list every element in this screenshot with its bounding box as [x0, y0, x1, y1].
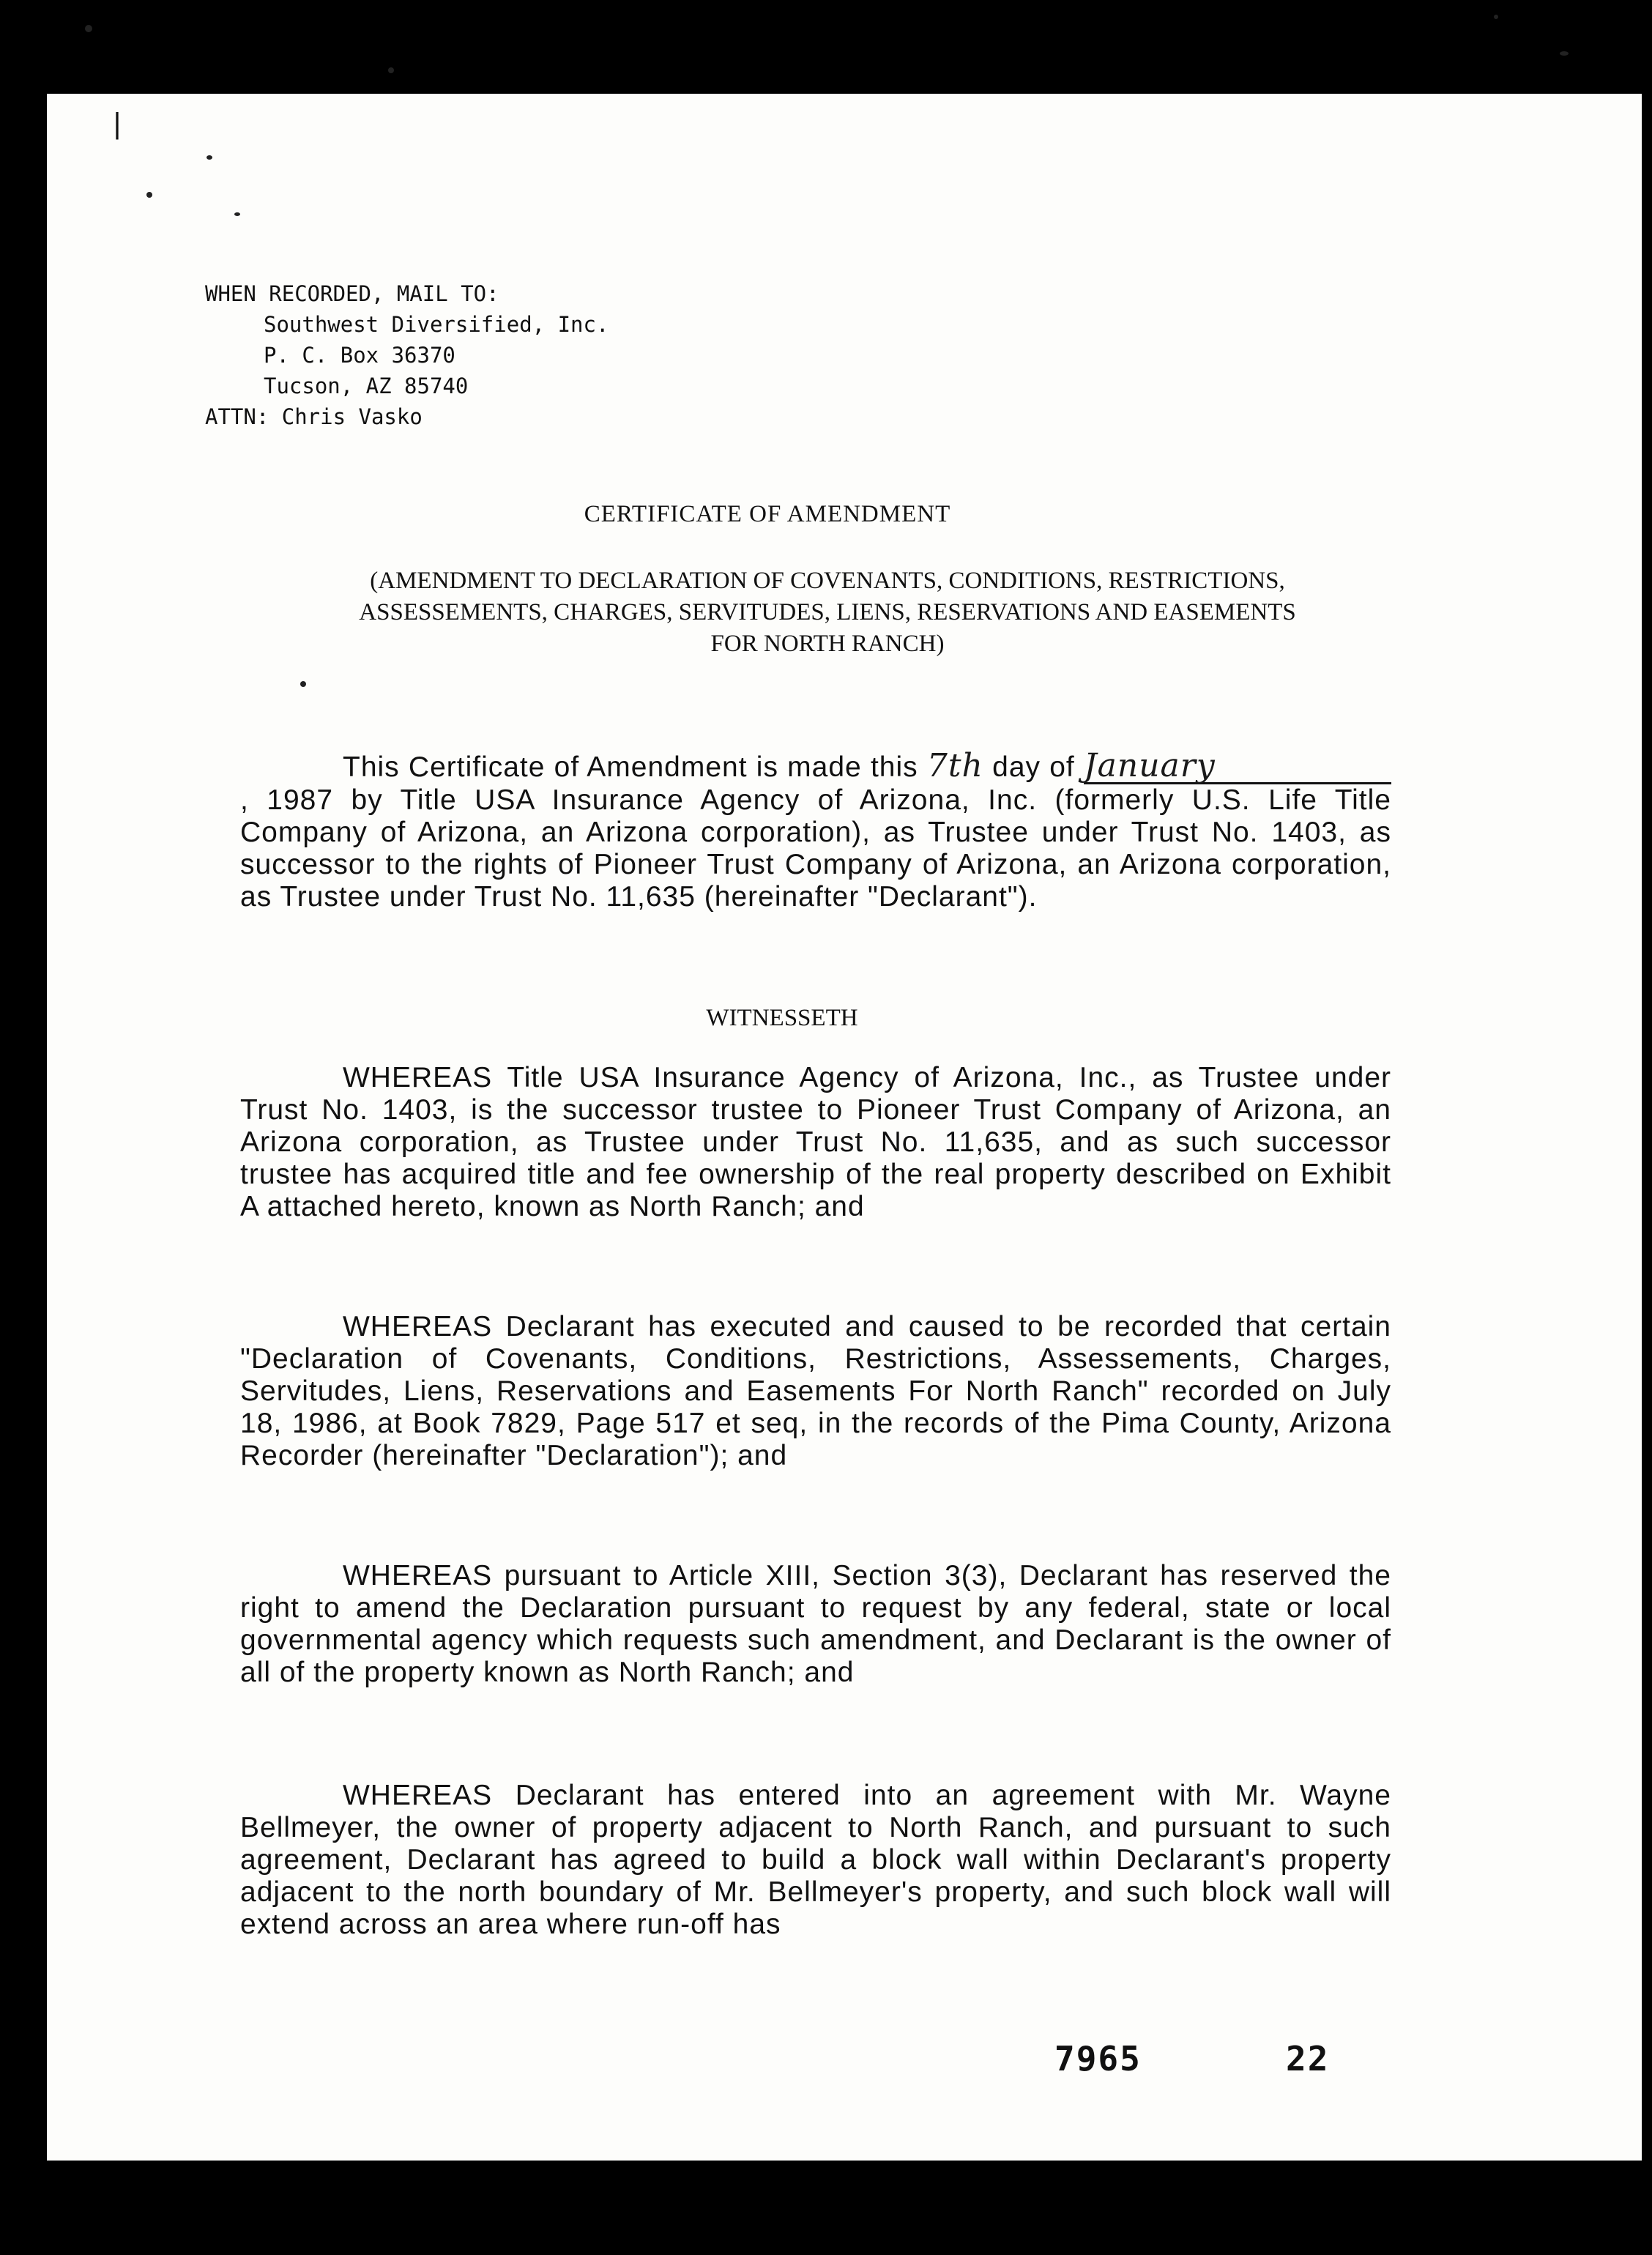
intro-day-suffix: day of — [992, 751, 1075, 783]
mailing-address — [205, 278, 609, 432]
mail-to-header: WHEN RECORDED, MAIL TO: — [205, 281, 499, 306]
scan-speck — [234, 212, 240, 216]
witnesseth-heading: WITNESSETH — [706, 1005, 858, 1031]
scan-speck — [85, 25, 92, 32]
whereas-paragraph-3 — [240, 1560, 1391, 1689]
whereas-paragraph-1 — [240, 1062, 1391, 1223]
mail-line-company: Southwest Diversified, Inc. — [264, 312, 609, 337]
scan-speck — [206, 155, 212, 160]
document-subtitle: (AMENDMENT TO DECLARATION OF COVENANTS, CONDITIONS, RESTRICTIONS, ASSESSEMENTS, CHARGES, SERVITUDES, LIENS, RESERVATIONS AND EASEMENTS FOR NORTH RANCH) — [359, 568, 1296, 657]
recording-page-number: 22 — [1286, 2039, 1330, 2078]
intro-paragraph — [240, 747, 1391, 913]
scan-speck — [300, 681, 306, 687]
whereas-paragraph-2 — [240, 1311, 1391, 1472]
intro-lead: This Certificate of Amendment is made this — [343, 751, 918, 783]
mail-line-box: P. C. Box 36370 — [264, 343, 455, 368]
paragraph-text: WHEREAS pursuant to Article XIII, Section 3(3), Declarant has reserved the right to amend the Declaration pursuant to request by any federal, state or local governmental agency which requests such amendment, and Declarant is the owner of all of the property known as North Ranch; and — [240, 1560, 1391, 1688]
paragraph-text: WHEREAS Title USA Insurance Agency of Arizona, Inc., as Trustee under Trust No. 1403, is the successor trustee to Pioneer Trust Company of Arizona, an Arizona corporation, as Trustee under Trust No. 11,635, and as such successor trustee has acquired title and fee ownership of the real property described on Exhibit A attached hereto, known as North Ranch; and — [240, 1062, 1391, 1222]
scan-speck — [1560, 51, 1569, 56]
scan-speck — [1494, 15, 1498, 19]
scan-mark: | — [108, 110, 127, 143]
intro-day-handwritten: 7th — [926, 747, 983, 784]
whereas-paragraph-4 — [240, 1780, 1391, 1941]
intro-rest: by Title USA Insurance Agency of Arizona, Inc. (formerly U.S. Life Title Company of Arizona, an Arizona corporation), as Trustee under Trust No. 1403, as successor to the rights of Pioneer Trust Company of Arizona, an Arizona corporation, as Trustee under Trust No. 11,635 (hereinafter "Declarant"). — [240, 784, 1391, 913]
scan-speck — [146, 192, 152, 198]
paragraph-text: WHEREAS Declarant has executed and caused to be recorded that certain "Declaration of Covenants, Conditions, Restrictions, Assessements, Charges, Servitudes, Liens, Reservations and Easements For North Ranch" recorded on July 18, 1986, at Book 7829, Page 517 et seq, in the records of the Pima County, Arizona Recorder (hereinafter "Declaration"); and — [240, 1311, 1391, 1471]
intro-year: , 1987 — [240, 784, 334, 816]
mail-line-city: Tucson, AZ 85740 — [264, 374, 469, 398]
scan-speck — [388, 67, 394, 73]
mail-attn: ATTN: Chris Vasko — [205, 404, 423, 429]
paragraph-text: WHEREAS Declarant has entered into an agreement with Mr. Wayne Bellmeyer, the owner of property adjacent to North Ranch, and pursuant to such agreement, Declarant has agreed to build a block wall within Declarant's property adjacent to the north boundary of Mr. Bellmeyer's property, and such block wall will extend across an area where run-off has — [240, 1780, 1391, 1940]
intro-month-handwritten: January — [1084, 750, 1391, 784]
document-title: CERTIFICATE OF AMENDMENT — [584, 501, 951, 527]
recording-book-number: 7965 — [1054, 2039, 1142, 2078]
